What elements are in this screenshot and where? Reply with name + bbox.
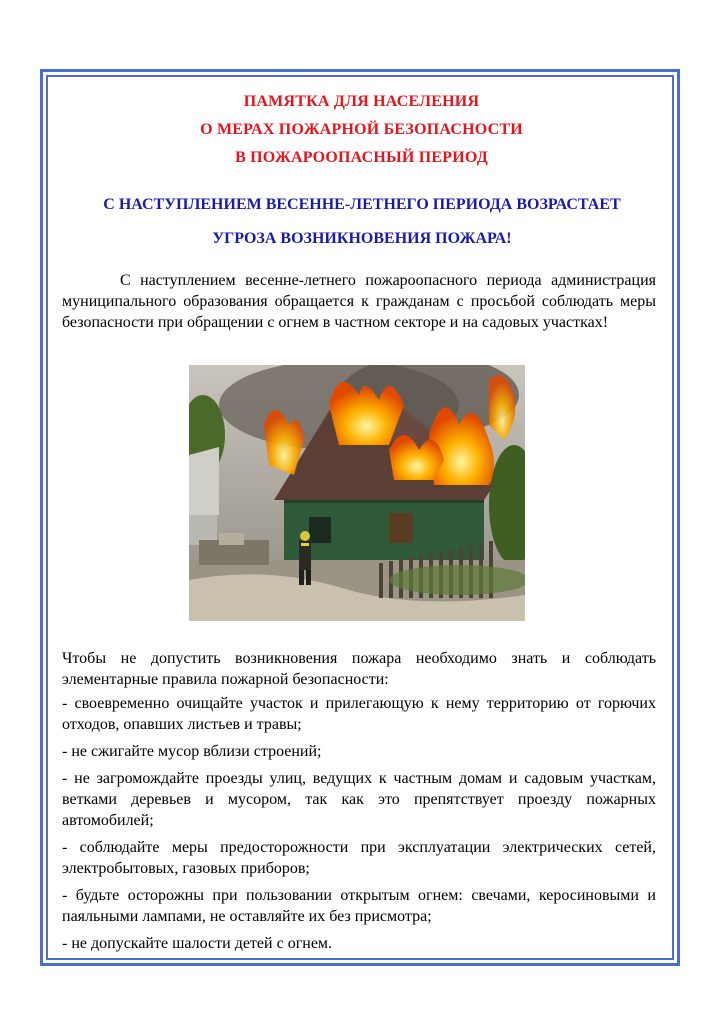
warning-subtitle-line-1: С НАСТУПЛЕНИЕМ ВЕСЕННЕ-ЛЕТНЕГО ПЕРИОДА ВОЗРАСТАЕТ: [103, 196, 621, 213]
rule-item: - не загромождайте проезды улиц, ведущих к частным домам и садовым участкам, ветками деревьев и мусором, так как это препятствует проезду пожарных автомобилей;: [62, 770, 656, 829]
rule-item: - не допускайте шалости детей с огнем.: [62, 935, 333, 952]
fire-safety-rules: [62, 648, 656, 960]
memo-title-line-1: ПАМЯТКА ДЛЯ НАСЕЛЕНИЯ: [243, 93, 480, 110]
rule-item: - своевременно очищайте участок и прилегающую к нему территорию от горючих отходов, опавших листьев и травы;: [62, 695, 656, 733]
memo-title-line-3: В ПОЖАРООПАСНЫЙ ПЕРИОД: [235, 149, 488, 166]
rule-item: - будьте осторожны при пользовании открытым огнем: свечами, керосиновыми и паяльными лампами, не оставляйте их без присмотра;: [62, 887, 656, 925]
rules-lead-paragraph: Чтобы не допустить возникновения пожара необходимо знать и соблюдать элементарные правила пожарной безопасности:: [62, 650, 656, 688]
memo-title-line-2: О МЕРАХ ПОЖАРНОЙ БЕЗОПАСНОСТИ: [200, 121, 523, 138]
rule-item: - соблюдайте меры предосторожности при эксплуатации электрических сетей, электробытовых, газовых приборов;: [62, 839, 656, 877]
warning-subtitle-line-2: УГРОЗА ВОЗНИКНОВЕНИЯ ПОЖАРА!: [212, 230, 512, 247]
burning-house-photo: [189, 365, 525, 621]
intro-paragraph: С наступлением весенне-летнего пожароопасного периода администрация муниципального образования обращается к гражданам с просьбой соблюдать меры безопасности при обращении с огнем в частном секторе и на садовых участках!: [62, 272, 656, 331]
rule-item: - не сжигайте мусор вблизи строений;: [62, 743, 322, 760]
